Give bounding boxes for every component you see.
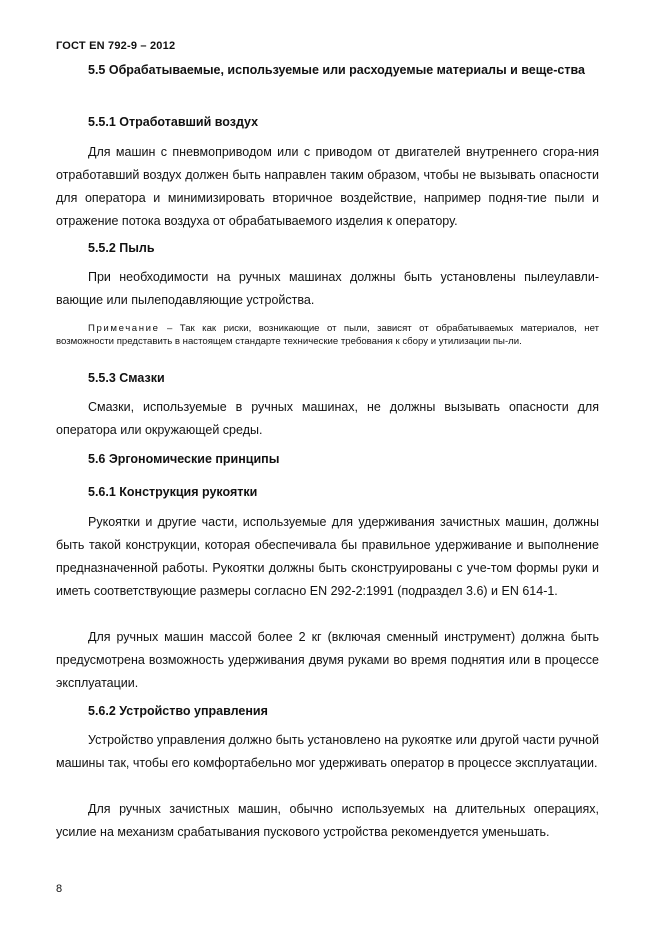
section-5-6-1-title: 5.6.1 Конструкция рукоятки [88,485,258,499]
section-5-5-1-text: Для машин с пневмоприводом или с приводом от двигателей внутреннего сгора-ния отработавший воздух должен быть направлен таким образом, чтобы не вызывать опасности для оператора и минимизировать вторичное воздействие, например подня-тие пыли и отражение потока воздуха от обрабатываемого изделия к оператору. [56,145,599,228]
section-5-5-2-text: При необходимости на ручных машинах должны быть установлены пылеулавли-вающие или пылеподавляющие устройства. [56,270,599,307]
section-5-5-title: 5.5 Обрабатываемые, используемые или расходуемые материалы и веще-ства [88,63,585,77]
section-5-6-2-title: 5.6.2 Устройство управления [88,704,268,718]
section-5-5-3-text: Смазки, используемые в ручных машинах, не должны вызывать опасности для оператора или окружающей среды. [56,400,599,437]
note-text: – Так как риски, возникающие от пыли, зависят от обрабатываемых материалов, нет возможности представить в настоящем стандарте технические требования к сбору и утилизации пы-ли. [56,323,599,347]
section-5-6-1-text-1: Рукоятки и другие части, используемые для удерживания зачистных машин, должны быть такой конструкции, которая обеспечивала бы правильное удерживание и выполнение предназначенной работы. Рукоятки должны быть сконструированы с уче-том формы руки и иметь соответствующие размеры согласно EN 292-2:1991 (подраздел 3.6) и EN 614-1. [56,515,599,598]
section-5-5-1-title: 5.5.1 Отработавший воздух [88,115,259,129]
note [56,322,599,348]
section-5-6-2-text-1: Устройство управления должно быть установлено на рукоятке или другой части ручной машины так, чтобы его комфортабельно мог удерживать оператор в процессе эксплуатации. [56,733,599,770]
page-number: 8 [56,883,63,895]
document-header: ГОСТ EN 792-9 – 2012 [56,40,176,52]
section-5-6-title: 5.6 Эргономические принципы [88,452,280,466]
section-5-5-3-title: 5.5.3 Смазки [88,371,165,385]
section-5-6-1-text-2: Для ручных машин массой более 2 кг (включая сменный инструмент) должна быть предусмотрена возможность удерживания двумя руками во время поднятия или в процессе эксплуатации. [56,630,599,690]
note-label: Примечание [88,323,160,334]
section-5-6-2-text-2: Для ручных зачистных машин, обычно используемых на длительных операциях, усилие на механизм срабатывания пускового устройства рекомендуется уменьшать. [56,802,599,839]
section-5-5-2-title: 5.5.2 Пыль [88,241,155,255]
